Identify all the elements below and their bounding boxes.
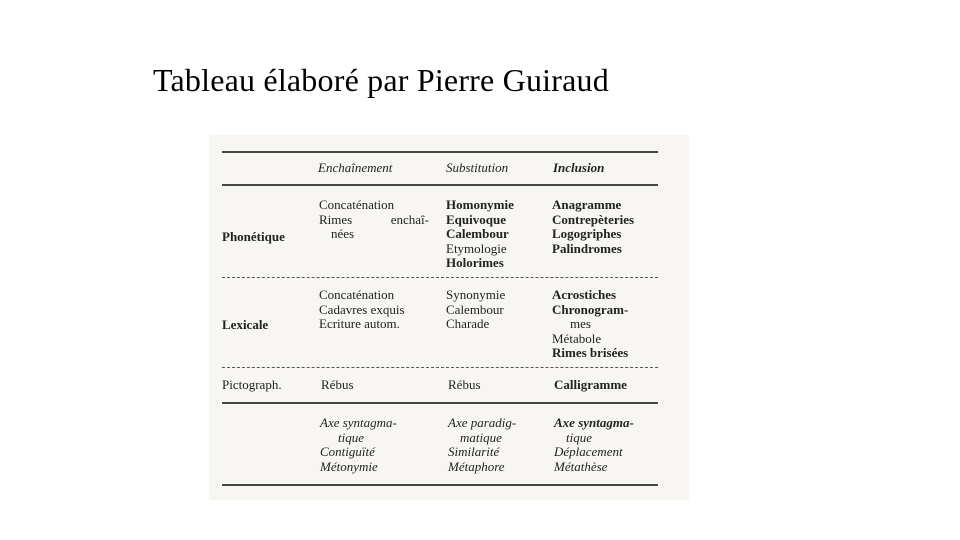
cell-phonetique-inclusion: Anagramme Contrepèteries Logogriphes Palindromes: [552, 197, 635, 256]
cell-axe-enchainement: Axe syntagma- tique Contiguïté Métonymie: [320, 415, 397, 474]
cell-lexicale-inclusion: Acrostiches Chronogram- mes Métabole Rimes brisées: [552, 287, 629, 361]
cell-lexicale-substitution: Synonymie Calembour Charade: [446, 287, 506, 332]
column-header-enchainement: Enchaînement: [318, 160, 393, 175]
cell-pictograph-enchainement: Rébus: [321, 377, 354, 392]
row-label-phonetique: Phonétique: [222, 229, 285, 244]
row-divider: [222, 277, 658, 278]
cell-pictograph-substitution: Rébus: [448, 377, 481, 392]
cell-axe-inclusion: Axe syntagma- tique Déplacement Métathèse: [554, 415, 634, 474]
cell-phonetique-substitution: Homonymie Equivoque Calembour Etymologie Holorimes: [446, 197, 514, 271]
cell-axe-substitution: Axe paradig- matique Similarité Métaphore: [448, 415, 517, 474]
column-header-inclusion: Inclusion: [553, 160, 605, 175]
row-label-pictograph: Pictograph.: [222, 377, 282, 392]
cell-pictograph-inclusion: Calligramme: [554, 377, 627, 392]
cell-phonetique-enchainement: Concaténation Rimes enchaî- nées: [319, 197, 429, 242]
column-header-substitution: Substitution: [446, 160, 509, 175]
table-top-rule: [222, 151, 658, 153]
row-divider: [222, 402, 658, 404]
row-divider: [222, 367, 658, 368]
header-rule: [222, 184, 658, 186]
table-bottom-rule: [222, 484, 658, 486]
cell-lexicale-enchainement: Concaténation Cadavres exquis Ecriture autom.: [319, 287, 405, 332]
slide-title: Tableau élaboré par Pierre Guiraud: [153, 62, 609, 98]
row-label-lexicale: Lexicale: [222, 317, 269, 332]
